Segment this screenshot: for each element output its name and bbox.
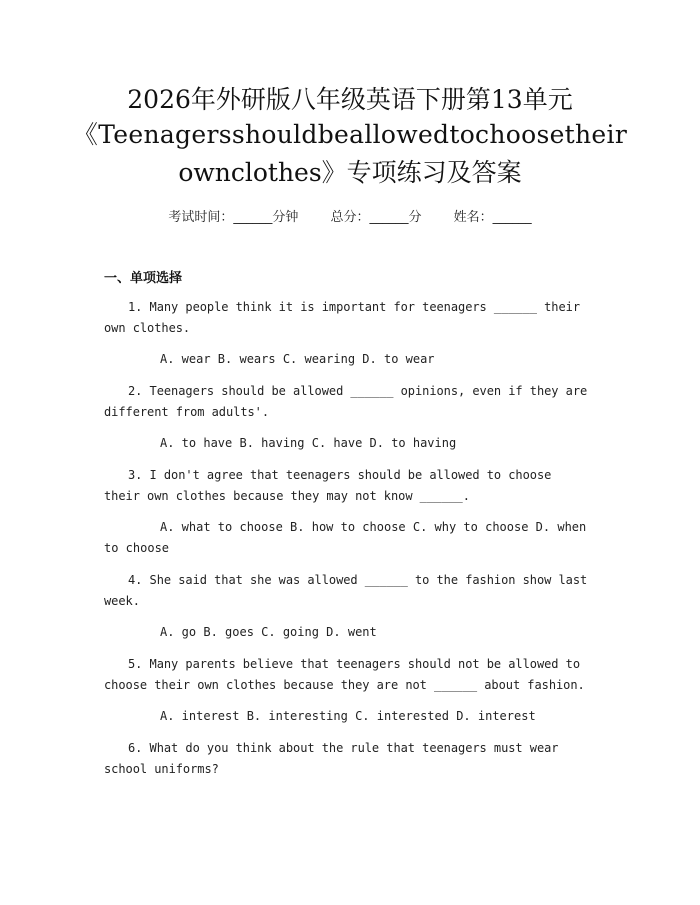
title-line-2: 《Teenagersshouldbeallowedtochoosetheir xyxy=(72,120,628,149)
question-6-stem: 6. What do you think about the rule that teenagers must wear school uniforms? xyxy=(104,741,559,776)
question-3-options: A. what to choose B. how to choose C. why to choose D. when to choose xyxy=(104,520,587,555)
question-5-options: A. interest B. interesting C. interested D. interest xyxy=(160,709,536,723)
exam-info xyxy=(0,206,700,225)
section-heading: 一、单项选择 xyxy=(104,271,183,286)
title-line-1: 2026年外研版八年级英语下册第13单元 xyxy=(127,85,573,114)
question-3-stem: 3. I don't agree that teenagers should be allowed to choose their own clothes because they may not know ______. xyxy=(104,468,552,503)
question-1-options: A. wear B. wears C. wearing D. to wear xyxy=(160,352,435,366)
exam-time: 考试时间：______分钟 xyxy=(168,210,299,225)
title-line-3: ownclothes》专项练习及答案 xyxy=(178,158,522,187)
question-4-options: A. go B. goes C. going D. went xyxy=(160,625,377,639)
exam-score: 总分：______分 xyxy=(330,210,422,225)
question-2-stem: 2. Teenagers should be allowed ______ opinions, even if they are different from adults'. xyxy=(104,384,588,419)
question-2-options: A. to have B. having C. have D. to having xyxy=(160,436,457,450)
exam-name: 姓名：______ xyxy=(453,210,532,225)
question-5-stem: 5. Many parents believe that teenagers should not be allowed to choose their own clothes because they are not ______ about fashion. xyxy=(104,657,585,692)
question-1-stem: 1. Many people think it is important for teenagers ______ their own clothes. xyxy=(104,300,581,335)
question-4-stem: 4. She said that she was allowed ______ to the fashion show last week. xyxy=(104,573,588,608)
